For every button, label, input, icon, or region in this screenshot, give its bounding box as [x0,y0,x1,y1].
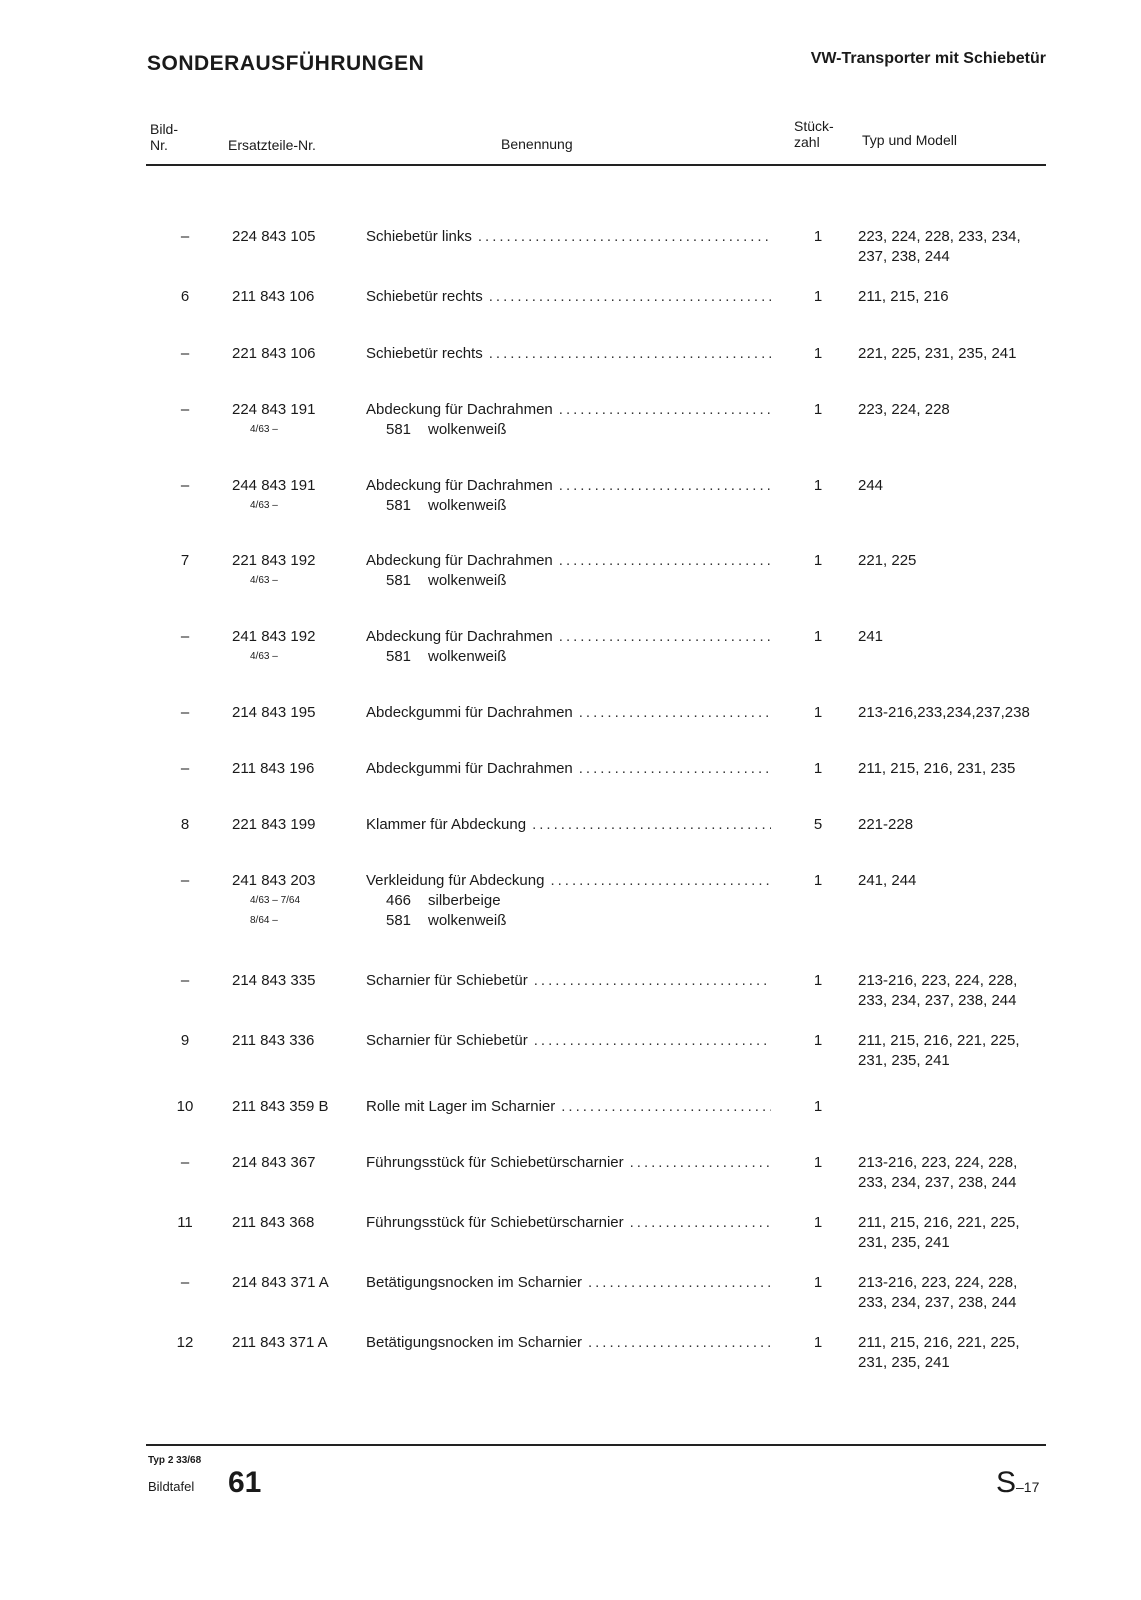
designation-cell [366,1333,771,1353]
designation-cell [366,344,771,364]
designation: Abdeckgummi für Dachrahmen [366,760,573,777]
designation-cell [366,703,771,723]
part-number: 221 843 106 [232,345,316,362]
column-header-typ-modell: Typ und Modell [862,132,957,148]
color-name: wolkenweiß [428,572,507,589]
leader-dots [630,1153,771,1173]
bild-nr: – [180,477,190,494]
designation-cell [366,627,771,667]
type-model-line: 241 [858,628,884,645]
part-number: 221 843 192 [232,552,316,569]
color-code: 581 [386,912,412,929]
type-model-cell [858,1333,1048,1373]
designation-cell [366,759,771,779]
quantity: 1 [813,704,823,721]
part-number-cell [232,287,362,307]
bild-nr: 9 [180,1032,190,1049]
bild-nr: 10 [176,1098,194,1115]
bild-nr: – [180,872,190,889]
color-code: 581 [386,497,412,514]
bild-nr: – [180,228,190,245]
color-name: wolkenweiß [428,912,507,929]
color-name: wolkenweiß [428,421,507,438]
part-number-cell [232,551,362,591]
quantity: 1 [813,1098,823,1115]
leader-dots [550,871,771,891]
type-model-line: 213-216, 223, 224, 228, [858,1274,1018,1291]
leader-dots [534,1031,771,1051]
designation-line [366,1153,771,1173]
type-model-cell [858,1031,1048,1071]
designation: Abdeckung für Dachrahmen [366,477,553,494]
quantity: 1 [813,628,823,645]
column-header-ersatzteile: Ersatzteile-Nr. [228,137,316,153]
designation-line [366,287,771,307]
type-model-cell [858,1273,1048,1313]
part-number: 224 843 105 [232,228,316,245]
leader-dots [489,344,771,364]
part-number-cell [232,971,362,991]
quantity: 1 [813,1214,823,1231]
designation: Abdeckung für Dachrahmen [366,401,553,418]
bildtafel-label: Bildtafel [148,1479,195,1494]
designation-cell [366,1213,771,1233]
color-variant [366,420,771,440]
designation-line [366,815,771,835]
validity-date: 4/63 – [250,575,278,586]
designation-line [366,871,771,891]
part-number-cell [232,1031,362,1051]
part-number-cell [232,815,362,835]
designation-cell [366,551,771,591]
designation: Abdeckgummi für Dachrahmen [366,704,573,721]
part-number: 241 843 192 [232,628,316,645]
bild-nr: – [180,972,190,989]
leader-dots [561,1097,771,1117]
part-number: 211 843 371 A [232,1334,328,1351]
designation: Schiebetür rechts [366,288,483,305]
validity-date: 4/63 – [250,424,278,435]
part-number: 214 843 367 [232,1154,316,1171]
type-model-cell [858,871,1048,891]
column-header-stueckzahl [794,118,834,150]
color-variant [366,496,771,516]
color-variant [366,911,771,931]
type-model-cell [858,1213,1048,1253]
type-model-line: 233, 234, 237, 238, 244 [858,992,1017,1009]
type-model-cell [858,1153,1048,1193]
leader-dots [478,227,771,247]
bild-nr: – [180,1274,190,1291]
column-header-benennung: Benennung [501,136,573,152]
validity-date: 4/63 – [250,651,278,662]
part-number-cell [232,703,362,723]
part-number-cell [232,1273,362,1293]
color-code: 581 [386,648,412,665]
footer-rule [146,1444,1046,1446]
column-header-stueck-line1: Stück- [794,118,834,134]
designation-cell [366,971,771,991]
quantity: 1 [813,872,823,889]
type-model-cell [858,551,1048,571]
bild-nr: – [180,704,190,721]
leader-dots [588,1333,771,1353]
type-model-cell [858,703,1048,723]
page-suffix: –17 [1016,1479,1040,1495]
part-number-cell [232,871,362,931]
part-number-cell [232,476,362,516]
part-number-cell [232,344,362,364]
color-name: wolkenweiß [428,497,507,514]
type-model-cell [858,400,1048,420]
part-number-cell [232,1153,362,1173]
bildtafel-number: 61 [228,1466,262,1499]
designation: Scharnier für Schiebetür [366,972,528,989]
validity-date: 4/63 – [250,500,278,511]
leader-dots [588,1273,771,1293]
type-model-line: 211, 215, 216 [858,288,949,305]
bild-nr: – [180,1154,190,1171]
page-number [996,1466,1039,1500]
type-model-line: 221, 225, 231, 235, 241 [858,345,1017,362]
part-number: 211 843 368 [232,1214,315,1231]
color-name: silberbeige [428,892,501,909]
type-model-cell [858,227,1048,267]
type-model-line: 233, 234, 237, 238, 244 [858,1294,1017,1311]
color-name: wolkenweiß [428,648,507,665]
bild-nr: 6 [180,288,190,305]
quantity: 5 [813,816,823,833]
designation-cell [366,227,771,247]
designation-line [366,703,771,723]
color-variant [366,571,771,591]
type-model-line: 241, 244 [858,872,917,889]
section-title: SONDERAUSFÜHRUNGEN [147,52,425,75]
page-letter: S [996,1466,1017,1499]
bild-nr: – [180,628,190,645]
bild-nr: 12 [176,1334,194,1351]
quantity: 1 [813,401,823,418]
designation: Führungsstück für Schiebetürscharnier [366,1214,624,1231]
footer-type-code: Typ 2 33/68 [148,1455,202,1466]
validity-date: 8/64 – [250,915,278,926]
column-header-stueck-line2: zahl [794,134,820,150]
quantity: 1 [813,1334,823,1351]
leader-dots [579,759,771,779]
bild-nr: – [180,401,190,418]
type-model-line: 211, 215, 216, 231, 235 [858,760,1016,777]
designation-line [366,759,771,779]
part-number-cell [232,1097,362,1117]
color-code: 581 [386,572,412,589]
part-number: 211 843 106 [232,288,315,305]
type-model-line: 211, 215, 216, 221, 225, [858,1032,1020,1049]
designation-line [366,344,771,364]
validity-date: 4/63 – 7/64 [250,895,301,906]
part-number: 214 843 195 [232,704,316,721]
quantity: 1 [813,228,823,245]
type-model-cell [858,627,1048,647]
color-code: 581 [386,421,412,438]
color-code: 466 [386,892,412,909]
designation-cell [366,1273,771,1293]
quantity: 1 [813,552,823,569]
designation-cell [366,287,771,307]
designation-line [366,1273,771,1293]
type-model-line: 244 [858,477,884,494]
type-model-line: 237, 238, 244 [858,248,950,265]
designation: Schiebetür links [366,228,472,245]
part-number-cell [232,759,362,779]
designation-line [366,627,771,647]
designation-line [366,400,771,420]
type-model-line: 231, 235, 241 [858,1354,950,1371]
type-model-cell [858,815,1048,835]
designation: Abdeckung für Dachrahmen [366,628,553,645]
type-model-line: 223, 224, 228, 233, 234, [858,228,1021,245]
designation-line [366,227,771,247]
quantity: 1 [813,288,823,305]
leader-dots [489,287,771,307]
type-model-line: 221-228 [858,816,914,833]
designation-cell [366,871,771,931]
part-number-cell [232,400,362,440]
designation: Rolle mit Lager im Scharnier [366,1098,556,1115]
leader-dots [630,1213,771,1233]
part-number: 211 843 196 [232,760,315,777]
designation-line [366,1213,771,1233]
part-number-cell [232,1213,362,1233]
type-model-line: 221, 225 [858,552,917,569]
quantity: 1 [813,1032,823,1049]
type-model-line: 231, 235, 241 [858,1234,950,1251]
type-model-cell [858,344,1048,364]
type-model-cell [858,287,1048,307]
part-number-cell [232,1333,362,1353]
designation-cell [366,400,771,440]
designation: Scharnier für Schiebetür [366,1032,528,1049]
part-number: 211 843 336 [232,1032,315,1049]
type-model-line: 211, 215, 216, 221, 225, [858,1334,1020,1351]
type-model-line: 211, 215, 216, 221, 225, [858,1214,1020,1231]
bild-nr: – [180,345,190,362]
part-number: 214 843 335 [232,972,316,989]
type-model-line: 213-216, 223, 224, 228, [858,972,1018,989]
type-model-cell [858,759,1048,779]
designation-line [366,971,771,991]
leader-dots [579,703,771,723]
quantity: 1 [813,760,823,777]
part-number: 211 843 359 B [232,1098,329,1115]
quantity: 1 [813,1274,823,1291]
bild-nr: – [180,760,190,777]
designation: Schiebetür rechts [366,345,483,362]
leader-dots [532,815,771,835]
designation-cell [366,1153,771,1173]
header-rule [146,164,1046,166]
designation: Abdeckung für Dachrahmen [366,552,553,569]
leader-dots [559,400,771,420]
part-number: 221 843 199 [232,816,316,833]
designation-line [366,551,771,571]
part-number: 214 843 371 A [232,1274,329,1291]
designation: Klammer für Abdeckung [366,816,527,833]
designation-line [366,1333,771,1353]
part-number: 244 843 191 [232,477,316,494]
leader-dots [559,627,771,647]
part-number-cell [232,627,362,667]
designation-cell [366,476,771,516]
leader-dots [559,476,771,496]
part-number: 241 843 203 [232,872,316,889]
type-model-line: 213-216, 223, 224, 228, [858,1154,1018,1171]
designation-line [366,1031,771,1051]
bild-nr: 11 [177,1214,193,1231]
designation: Führungsstück für Schiebetürscharnier [366,1154,624,1171]
designation-cell [366,1031,771,1051]
quantity: 1 [813,345,823,362]
type-model-cell [858,476,1048,496]
type-model-line: 223, 224, 228 [858,401,950,418]
color-variant [366,891,771,911]
designation-line [366,1097,771,1117]
type-model-line: 213-216,233,234,237,238 [858,704,1030,721]
bild-nr: 8 [180,816,190,833]
quantity: 1 [813,1154,823,1171]
column-header-bild-line2: Nr. [150,137,168,153]
designation-cell [366,1097,771,1117]
designation: Betätigungsnocken im Scharnier [366,1334,582,1351]
quantity: 1 [813,972,823,989]
type-model-line: 231, 235, 241 [858,1052,950,1069]
designation: Verkleidung für Abdeckung [366,872,545,889]
type-model-cell [858,971,1048,1011]
type-model-line: 233, 234, 237, 238, 244 [858,1174,1017,1191]
color-variant [366,647,771,667]
vehicle-title: VW-Transporter mit Schiebetür [810,50,1046,67]
column-header-bild-nr [150,121,178,153]
part-number: 224 843 191 [232,401,316,418]
bild-nr: 7 [180,552,190,569]
column-header-bild-line1: Bild- [150,121,179,137]
quantity: 1 [813,477,823,494]
leader-dots [534,971,771,991]
leader-dots [559,551,771,571]
designation: Betätigungsnocken im Scharnier [366,1274,582,1291]
designation-line [366,476,771,496]
designation-cell [366,815,771,835]
part-number-cell [232,227,362,247]
